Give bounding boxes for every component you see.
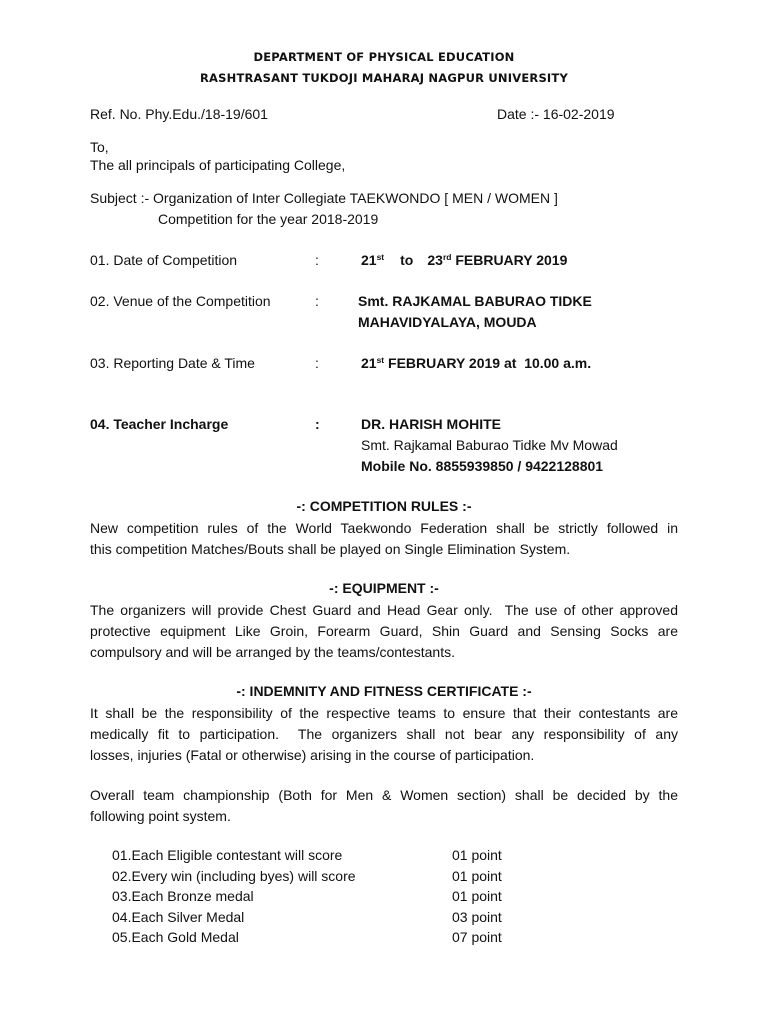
reference-number: Ref. No. Phy.Edu./18-19/601 — [90, 106, 268, 122]
subject-line-2: Competition for the year 2018-2019 — [158, 211, 379, 227]
point-label: 01.Each Eligible contestant will score — [112, 847, 343, 863]
competition-date-from-suffix: st — [376, 252, 385, 262]
reporting-value — [361, 355, 591, 371]
venue-label: 02. Venue of the Competition — [90, 293, 271, 309]
reporting-rest: FEBRUARY 2019 at 10.00 a.m. — [384, 355, 592, 371]
competition-date-from: 21 — [361, 252, 377, 268]
addressee: The all principals of participating College, — [90, 157, 346, 173]
teacher-name: DR. HARISH MOHITE — [361, 416, 501, 432]
indemnity-line-1: It shall be the responsibility of the respective teams to ensure that their contestants are — [90, 705, 678, 721]
equipment-line-1: The organizers will provide Chest Guard and Head Gear only. The use of other approved — [90, 602, 678, 618]
teacher-mobile: Mobile No. 8855939850 / 9422128801 — [361, 458, 604, 474]
salutation-to: To, — [90, 139, 109, 155]
reporting-day: 21 — [361, 355, 377, 371]
teacher-label: 04. Teacher Incharge — [90, 416, 229, 432]
competition-date-to-suffix: rd — [442, 252, 452, 262]
department-heading: DEPARTMENT OF PHYSICAL EDUCATION — [253, 50, 515, 64]
point-label: 05.Each Gold Medal — [112, 929, 239, 945]
point-value: 01 point — [452, 888, 502, 904]
competition-date-to: 23 — [427, 252, 443, 268]
rules-line-1: New competition rules of the World Taekwondo Federation shall be strictly followed in — [90, 520, 678, 536]
competition-date-month: FEBRUARY 2019 — [451, 252, 568, 268]
equipment-heading: -: EQUIPMENT :- — [329, 580, 439, 596]
letter-date: Date :- 16-02-2019 — [497, 106, 615, 122]
competition-date-separator: : — [315, 252, 319, 268]
point-row — [112, 929, 532, 950]
rules-line-2: this competition Matches/Bouts shall be played on Single Elimination System. — [90, 540, 571, 557]
rules-heading: -: COMPETITION RULES :- — [296, 498, 472, 514]
point-value: 07 point — [452, 929, 502, 945]
subject-line-1: Subject :- Organization of Inter Collegiate TAEKWONDO [ MEN / WOMEN ] — [90, 190, 558, 206]
point-label: 02.Every win (including byes) will score — [112, 868, 356, 884]
equipment-line-2: protective equipment Like Groin, Forearm Guard, Shin Guard and Sensing Socks are — [90, 622, 678, 639]
reporting-label: 03. Reporting Date & Time — [90, 355, 255, 371]
championship-line-2: following point system. — [90, 807, 231, 824]
teacher-college: Smt. Rajkamal Baburao Tidke Mv Mowad — [361, 437, 618, 453]
point-row — [112, 909, 532, 930]
championship-paragraph — [90, 785, 678, 827]
venue-line-2: MAHAVIDYALAYA, MOUDA — [358, 314, 537, 330]
point-value: 03 point — [452, 909, 502, 925]
venue-line-1: Smt. RAJKAMAL BABURAO TIDKE — [358, 293, 592, 309]
point-value: 01 point — [452, 868, 502, 884]
indemnity-paragraph — [90, 703, 678, 765]
competition-date-to-word: to — [400, 252, 414, 268]
competition-date-value — [361, 252, 567, 268]
rules-paragraph — [90, 518, 678, 560]
venue-separator: : — [315, 293, 319, 309]
point-row — [112, 847, 532, 868]
reporting-day-suffix: st — [376, 355, 385, 365]
university-heading: RASHTRASANT TUKDOJI MAHARAJ NAGPUR UNIVERSITY — [200, 71, 568, 85]
championship-line-1: Overall team championship (Both for Men & Women section) shall be decided by the — [90, 787, 678, 803]
reporting-separator: : — [315, 355, 319, 371]
indemnity-heading: -: INDEMNITY AND FITNESS CERTIFICATE :- — [236, 683, 532, 699]
point-value: 01 point — [452, 847, 502, 863]
equipment-paragraph — [90, 600, 678, 662]
indemnity-line-2: medically fit to participation. The organizers shall not bear any responsibility of any — [90, 725, 678, 742]
point-row — [112, 868, 532, 889]
indemnity-line-3: losses, injuries (Fatal or otherwise) arising in the course of participation. — [90, 746, 535, 763]
point-label: 04.Each Silver Medal — [112, 909, 245, 925]
point-label: 03.Each Bronze medal — [112, 888, 254, 904]
point-row — [112, 888, 532, 909]
competition-date-label: 01. Date of Competition — [90, 252, 238, 268]
teacher-separator: : — [315, 416, 320, 432]
equipment-line-3: compulsory and will be arranged by the teams/contestants. — [90, 643, 455, 660]
